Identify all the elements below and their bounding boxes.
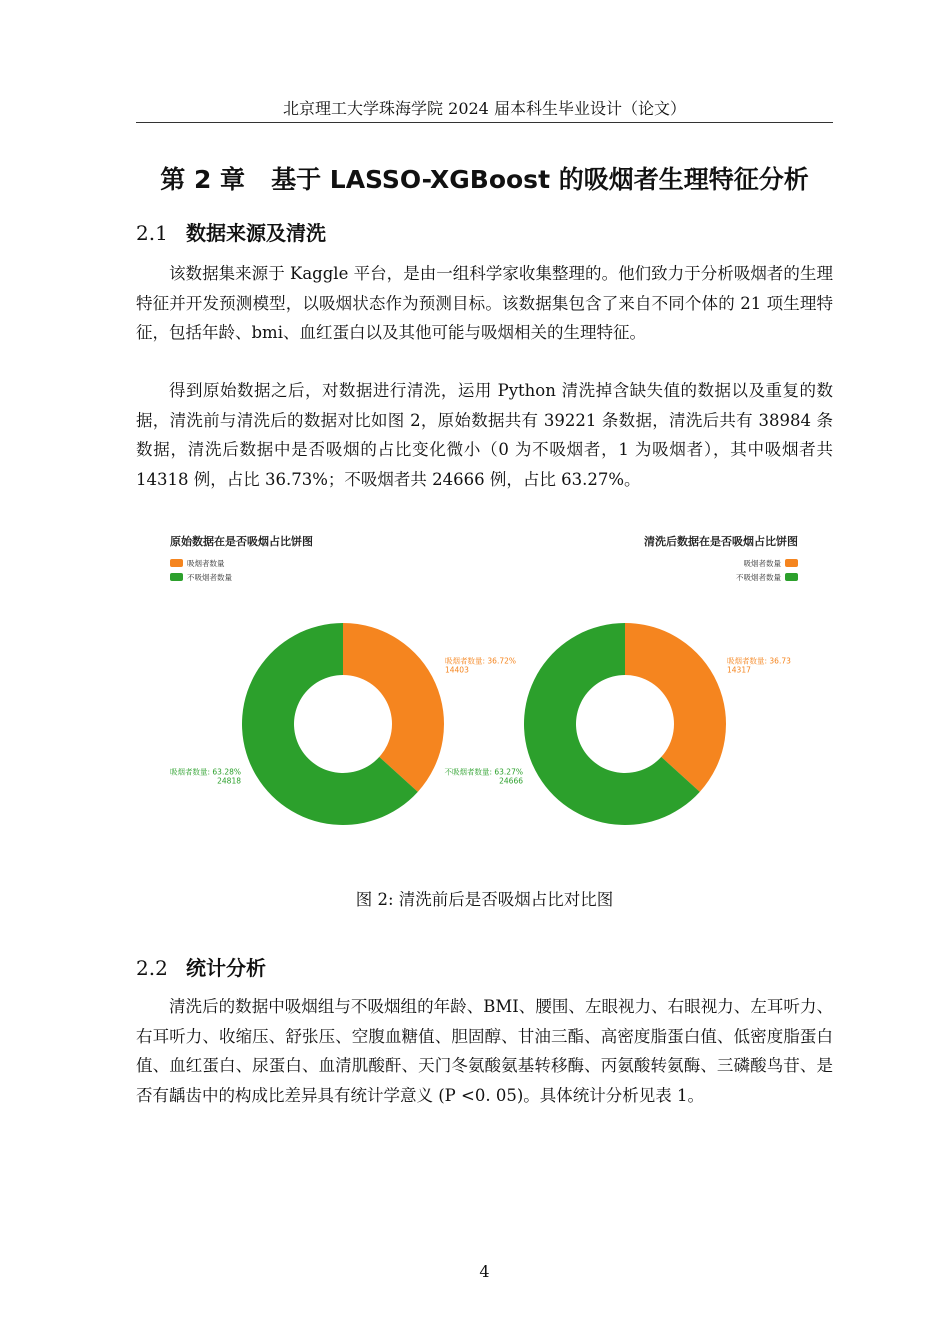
section-title: 数据来源及清洗 — [186, 221, 326, 245]
paragraph: 得到原始数据之后，对数据进行清洗，运用 Python 清洗掉含缺失值的数据以及重复的数据，清洗前与清洗后的数据对比如图 2，原始数据共有 39221 条数据，清洗后共有 38984 条数据，清洗后数据中是否吸烟的占比变化微小（0 为不吸烟者，1 为吸烟者），其中吸烟者共 14318 例，占比 36.73%；不吸烟者共 24666 例，占比 63.27%。 — [136, 381, 833, 489]
donut-charts — [160, 528, 810, 848]
legend-label: 不吸烟者数量 — [187, 573, 232, 582]
legend-label: 不吸烟者数量 — [736, 573, 781, 582]
section-number: 2.1 — [136, 221, 168, 245]
legend-label: 吸烟者数量 — [743, 559, 781, 568]
data-label-value: 14317 — [727, 665, 751, 675]
data-label: 吸烟者数量: 36.72% — [444, 656, 517, 666]
page-header: 北京理工大学珠海学院 2024 届本科生毕业设计（论文） — [283, 99, 686, 118]
section-number: 2.2 — [136, 956, 168, 980]
slice-smokers — [625, 623, 726, 792]
header-rule — [136, 122, 833, 123]
legend-swatch — [170, 573, 183, 581]
data-label: 吸烟者数量: 63.28% — [169, 767, 242, 777]
data-label-value: 14403 — [444, 665, 469, 675]
slice-smokers — [343, 623, 444, 792]
data-label-value: 24818 — [217, 776, 242, 786]
chart-title: 原始数据在是否吸烟占比饼图 — [170, 535, 313, 548]
data-label-value: 24666 — [499, 776, 523, 786]
figure-pie-comparison — [160, 528, 810, 848]
chapter-title-text: 基于 LASSO-XGBoost 的吸烟者生理特征分析 — [271, 165, 809, 194]
legend-label: 吸烟者数量 — [187, 559, 225, 568]
legend-swatch — [785, 573, 798, 581]
figure-caption: 图 2: 清洗前后是否吸烟占比对比图 — [355, 890, 614, 909]
page-number: 4 — [479, 1262, 490, 1281]
data-label: 吸烟者数量: 36.73 — [727, 656, 791, 666]
legend-swatch — [785, 559, 798, 567]
chapter-title — [136, 162, 833, 198]
section-heading-2-1 — [136, 219, 326, 247]
paragraph: 该数据集来源于 Kaggle 平台，是由一组科学家收集整理的。他们致力于分析吸烟者的生理特征并开发预测模型，以吸烟状态作为预测目标。该数据集包含了来自不同个体的 21 项生理特征，包括年龄、bmi、血红蛋白以及其他可能与吸烟相关的生理特征。 — [136, 264, 833, 342]
section-title: 统计分析 — [186, 956, 266, 980]
paragraph: 清洗后的数据中吸烟组与不吸烟组的年龄、BMI、腰围、左眼视力、右眼视力、左耳听力、右耳听力、收缩压、舒张压、空腹血糖值、胆固醇、甘油三酯、高密度脂蛋白值、低密度脂蛋白值、血红蛋白、尿蛋白、血清肌酸酐、天门冬氨酸氨基转移酶、丙氨酸转氨酶、三磷酸鸟苷、是否有龋齿中的构成比差异具有统计学意义 (P <0. 05)。具体统计分析见表 1。 — [136, 997, 833, 1105]
chapter-number: 第 2 章 — [160, 165, 246, 194]
chart-title: 清洗后数据在是否吸烟占比饼图 — [644, 535, 798, 548]
section-heading-2-2 — [136, 954, 266, 982]
legend-swatch — [170, 559, 183, 567]
data-label: 不吸烟者数量: 63.27% — [444, 767, 523, 777]
